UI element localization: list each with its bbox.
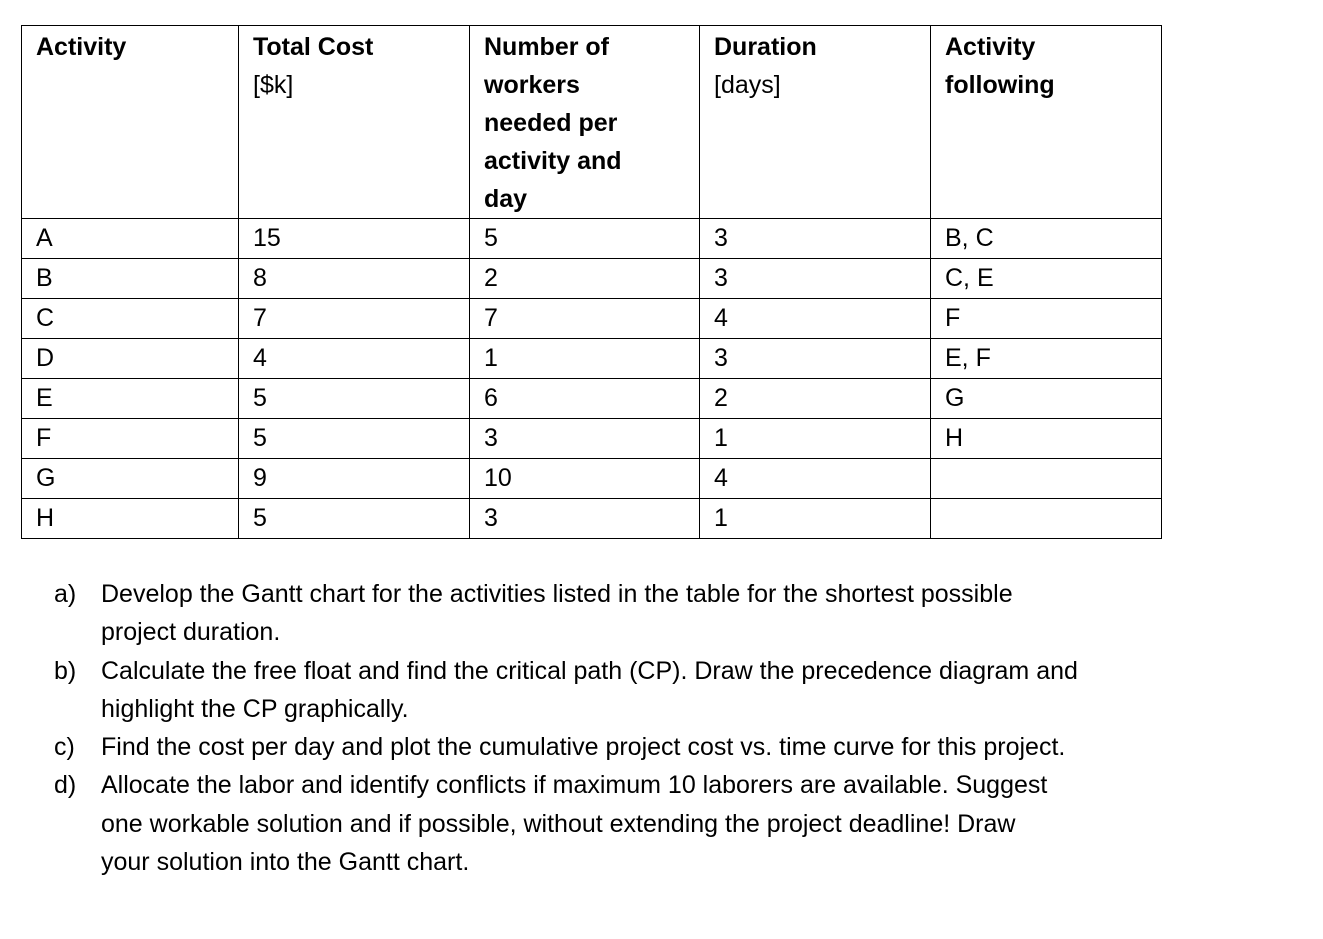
table-row [22,219,1162,259]
cell-activity: C [22,299,239,339]
header-line: day [484,185,528,213]
cell-duration: 3 [700,219,931,259]
cell-activity: E [22,379,239,419]
cell-activity: A [22,219,239,259]
cell-duration: 3 [700,259,931,299]
activity-table [21,25,1162,539]
header-activity [22,26,239,219]
header-line: activity and [484,147,622,175]
header-line: Activity [36,33,127,61]
cell-activity-following: E, F [931,339,1162,379]
header-unit: [$k] [253,71,294,99]
cell-duration: 3 [700,339,931,379]
cell-workers: 6 [470,379,700,419]
cell-activity-following: F [931,299,1162,339]
question-marker: b) [54,656,77,685]
question-marker: d) [54,771,77,800]
cell-activity-following [931,499,1162,539]
table-row [22,259,1162,299]
table-row [22,499,1162,539]
cell-total-cost: 9 [239,459,470,499]
header-row [22,26,1162,219]
question-text-line: Calculate the free float and find the critical path (CP). Draw the precedence diagram and [101,656,1078,685]
cell-activity-following: G [931,379,1162,419]
header-line: following [945,71,1055,99]
cell-duration: 1 [700,419,931,459]
header-total-cost [239,26,470,219]
question-item [54,575,1254,652]
cell-total-cost: 7 [239,299,470,339]
header-line: Activity [945,33,1036,61]
table-body [22,219,1162,539]
table-row [22,379,1162,419]
question-text-line: Find the cost per day and plot the cumulative project cost vs. time curve for this project. [101,733,1066,762]
question-text-line: highlight the CP graphically. [101,694,409,723]
cell-workers: 3 [470,499,700,539]
header-line: needed per [484,109,618,137]
question-item [54,766,1254,881]
cell-activity: H [22,499,239,539]
table-row [22,299,1162,339]
header-unit: [days] [714,71,781,99]
cell-workers: 5 [470,219,700,259]
cell-workers: 3 [470,419,700,459]
question-list [54,575,1254,881]
question-marker: a) [54,580,77,608]
table-header [22,26,1162,219]
header-line: Total Cost [253,33,374,61]
header-activity-following [931,26,1162,219]
cell-total-cost: 5 [239,419,470,459]
header-workers [470,26,700,219]
question-text-line: one workable solution and if possible, without extending the project deadline! Draw [101,809,1016,838]
header-line: workers [484,71,580,99]
cell-total-cost: 4 [239,339,470,379]
cell-duration: 1 [700,499,931,539]
cell-workers: 7 [470,299,700,339]
cell-activity-following: H [931,419,1162,459]
cell-activity: F [22,419,239,459]
cell-total-cost: 5 [239,379,470,419]
cell-workers: 10 [470,459,700,499]
question-marker: c) [54,733,75,762]
cell-duration: 2 [700,379,931,419]
question-text-line: Develop the Gantt chart for the activities listed in the table for the shortest possible [101,580,1013,608]
question-item [54,652,1254,729]
header-line: Duration [714,33,817,61]
cell-activity: G [22,459,239,499]
header-duration [700,26,931,219]
cell-total-cost: 15 [239,219,470,259]
header-line: Number of [484,33,609,61]
question-text-line: Allocate the labor and identify conflicts if maximum 10 laborers are available. Suggest [101,771,1048,800]
cell-activity: D [22,339,239,379]
cell-activity-following: C, E [931,259,1162,299]
question-item [54,728,1254,766]
question-text-line: your solution into the Gantt chart. [101,848,470,877]
cell-workers: 2 [470,259,700,299]
cell-activity-following [931,459,1162,499]
cell-duration: 4 [700,299,931,339]
cell-activity: B [22,259,239,299]
cell-workers: 1 [470,339,700,379]
table-row [22,419,1162,459]
table-row [22,459,1162,499]
cell-total-cost: 5 [239,499,470,539]
cell-duration: 4 [700,459,931,499]
table-row [22,339,1162,379]
cell-activity-following: B, C [931,219,1162,259]
cell-total-cost: 8 [239,259,470,299]
question-text-line: project duration. [101,618,281,647]
